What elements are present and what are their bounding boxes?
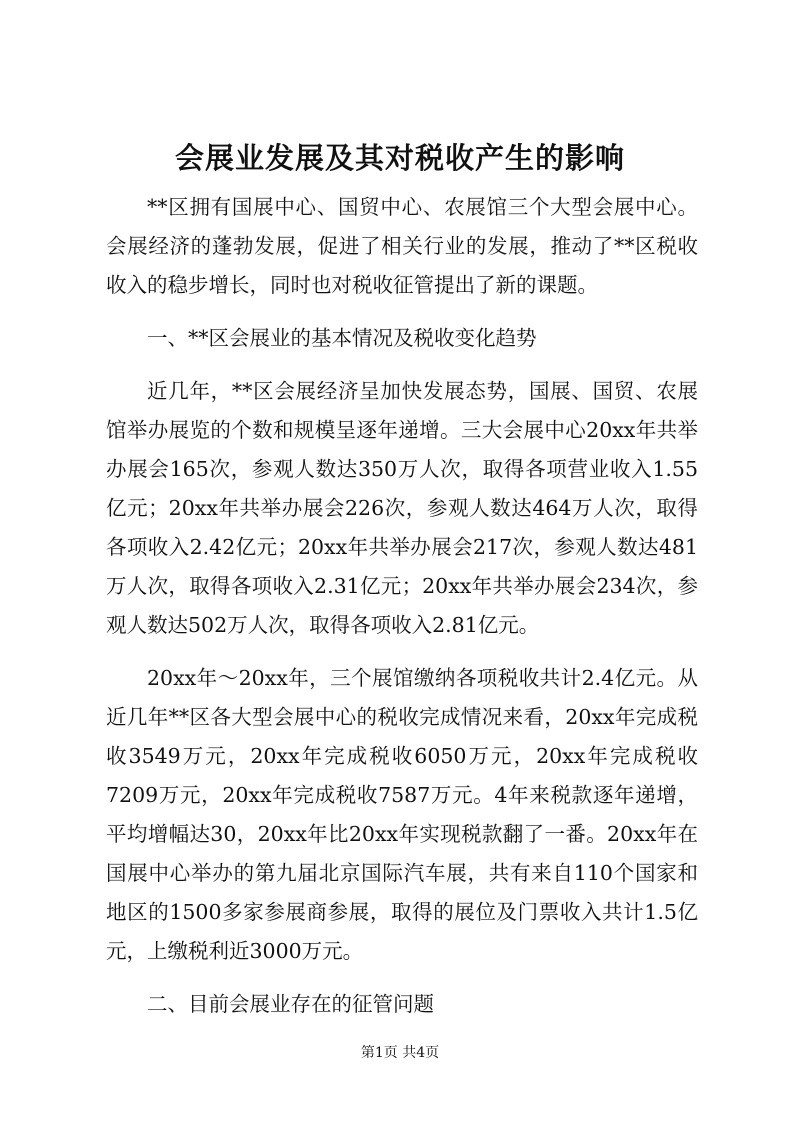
document-body (106, 188, 698, 1024)
paragraph-intro: **区拥有国展中心、国贸中心、农展馆三个大型会展中心。会展经济的蓬勃发展，促进了相关行业的发展，推动了**区税收收入的稳步增长，同时也对税收征管提出了新的课题。 (106, 195, 698, 297)
document-title: 会展业发展及其对税收产生的影响 (174, 141, 625, 175)
section-heading-2: 二、目前会展业存在的征管问题 (147, 992, 434, 1016)
page-indicator: 第1页 共4页 (360, 1045, 440, 1061)
paragraph-exhibition-stats: 近几年，**区会展经济呈加快发展态势，国展、国贸、农展馆举办展览的个数和规模呈逐年递增。三大会展中心20xx年共举办展会165次，参观人数达350万人次，取得各项营业收入1.55亿元；20xx年共举办展会226次，参观人数达464万人次，取得各项收入2.42亿元；20xx年共举办展会217次，参观人数达481万人次，取得各项收入2.31亿元；20xx年共举办展会234次，参观人数达502万人次，取得各项收入2.81亿元。 (106, 379, 698, 637)
section-heading-1: 一、**区会展业的基本情况及税收变化趋势 (147, 326, 537, 350)
paragraph-tax-stats: 20xx年～20xx年，三个展馆缴纳各项税收共计2.4亿元。从近几年**区各大型会展中心的税收完成情况来看，20xx年完成税收3549万元，20xx年完成税收6050万元，20xx年完成税收7209万元，20xx年完成税收7587万元。4年来税款逐年递增，平均增幅达30，20xx年比20xx年实现税款翻了一番。20xx年在国展中心举办的第九届北京国际汽车展，共有来自110个国家和地区的1500多家参展商参展，取得的展位及门票收入共计1.5亿元，上缴税利近3000万元。 (106, 666, 698, 963)
